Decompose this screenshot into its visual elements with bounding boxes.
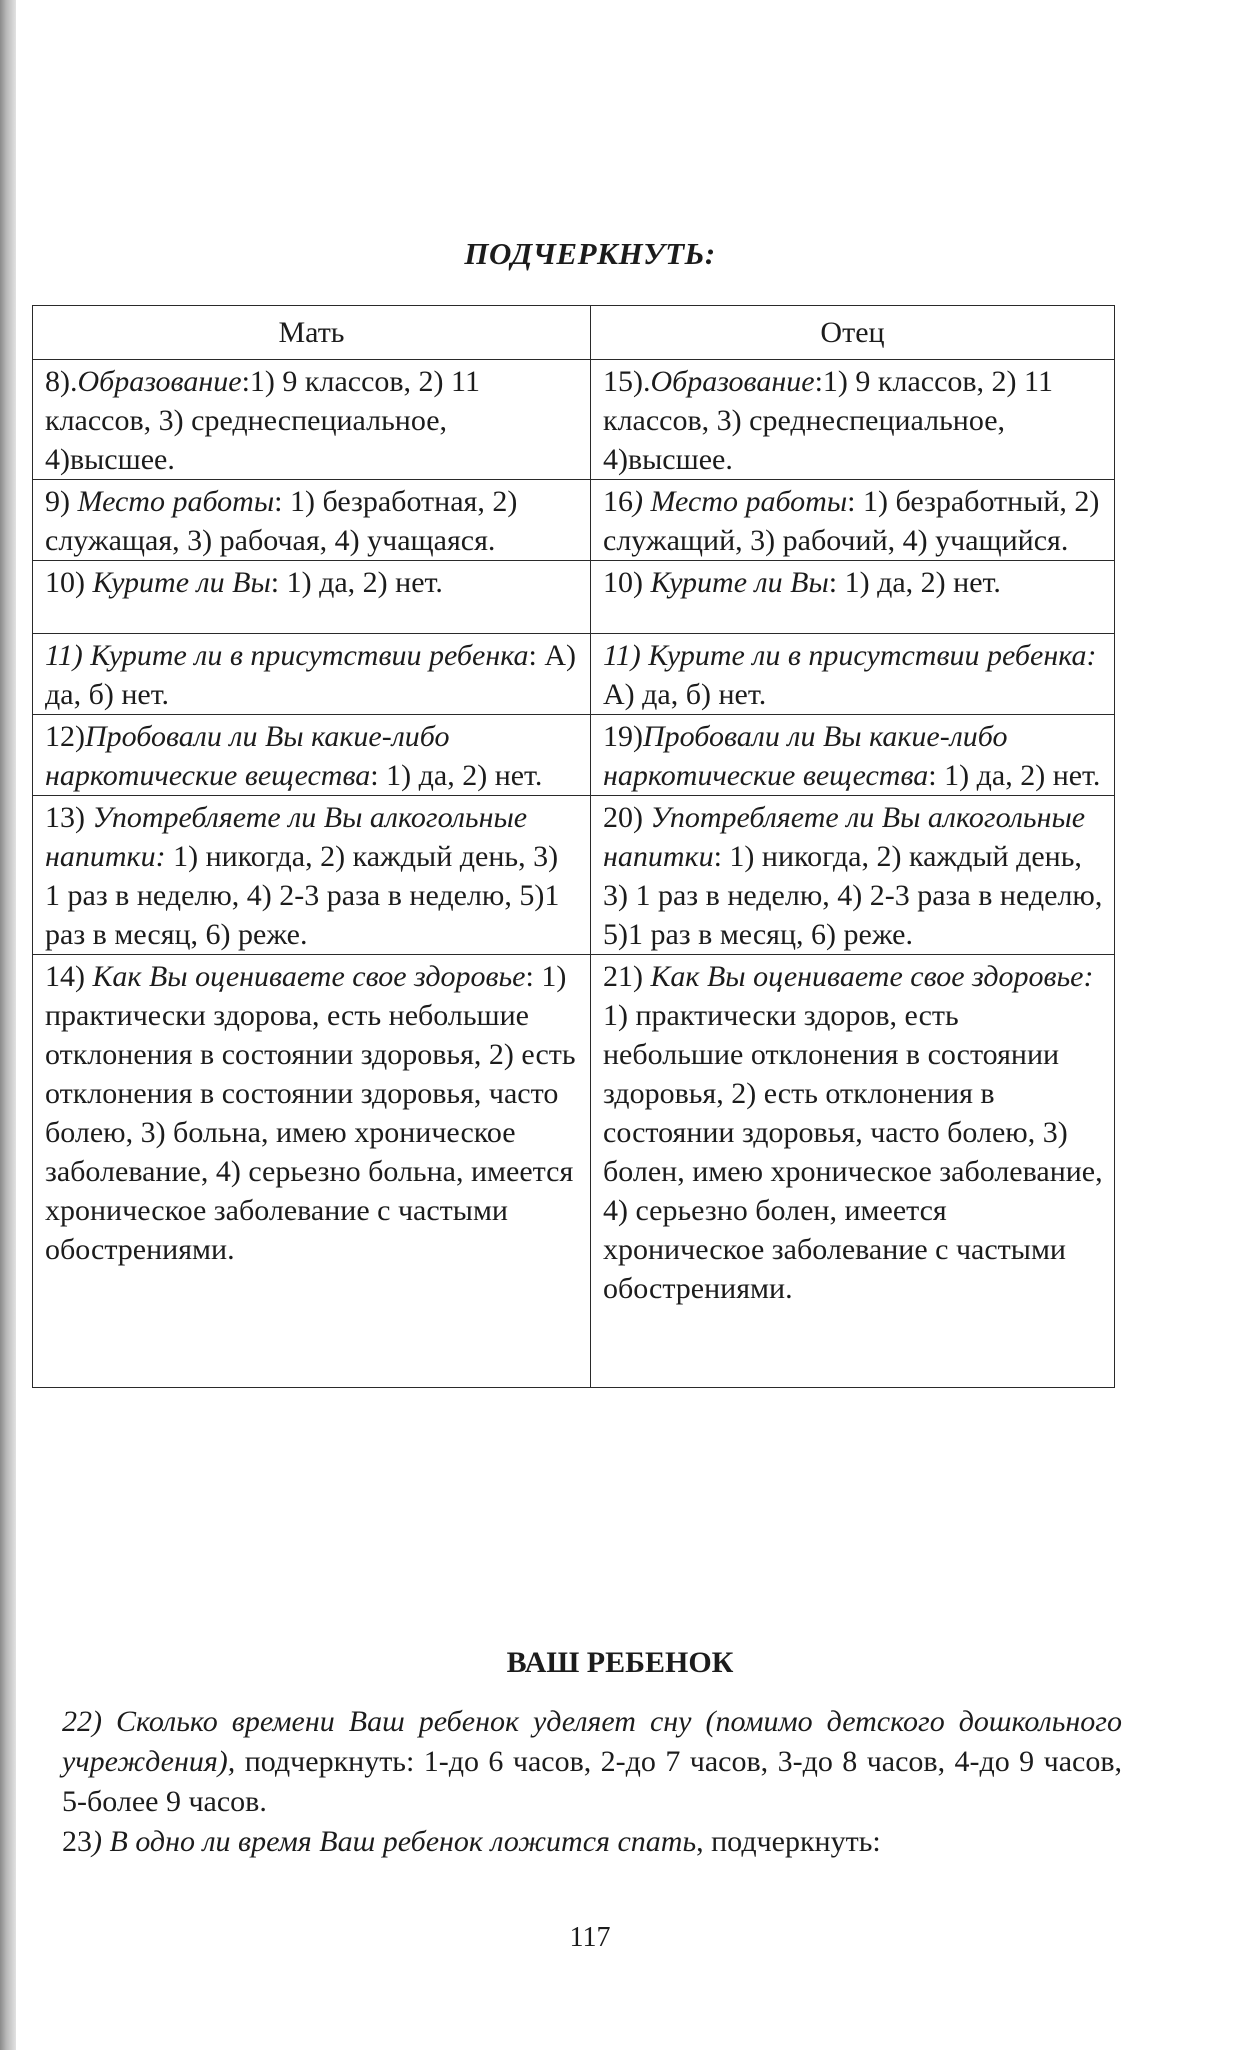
mother-education-cell: 8).Образование:1) 9 классов, 2) 11 классов, 3) среднеспециальное, 4)высшее. <box>33 360 591 480</box>
father-alcohol-cell: 20) Употребляете ли Вы алкогольные напитки: 1) никогда, 2) каждый день, 3) 1 раз в неделю, 4) 2-3 раза в неделю, 5)1 раз в месяц, 6) реже. <box>591 796 1115 955</box>
father-smoking-child-cell: 11) Курите ли в присутствии ребенка: А) да, б) нет. <box>591 634 1115 715</box>
mother-smoking-child-cell: 11) Курите ли в присутствии ребенка: А) да, б) нет. <box>33 634 591 715</box>
mother-smoking-cell: 10) Курите ли Вы: 1) да, 2) нет. <box>33 561 591 634</box>
page-heading: ПОДЧЕРКНУТЬ: <box>464 236 716 271</box>
book-spine-shadow <box>0 0 16 2050</box>
mother-drugs-cell: 12)Пробовали ли Вы какие-либо наркотические вещества: 1) да, 2) нет. <box>33 715 591 796</box>
table-row-smoking-near-child <box>33 634 1115 715</box>
table-row-health <box>33 955 1115 1388</box>
column-header-mother: Мать <box>33 306 591 360</box>
page-number: 117 <box>569 1922 611 1953</box>
table-row-smoking <box>33 561 1115 634</box>
father-education-cell: 15).Образование:1) 9 классов, 2) 11 классов, 3) среднеспециальное, 4)высшее. <box>591 360 1115 480</box>
table-row-work <box>33 480 1115 561</box>
question-22: 22) Сколько времени Ваш ребенок уделяет сну (помимо детского дошкольного учреждения), подчеркнуть: 1-до 6 часов, 2-до 7 часов, 3-до 8 часов, 4-до 9 часов, 5-более 9 часов. <box>62 1705 1122 1818</box>
father-smoking-cell: 10) Курите ли Вы: 1) да, 2) нет. <box>591 561 1115 634</box>
mother-health-cell: 14) Как Вы оцениваете свое здоровье: 1) практически здорова, есть небольшие отклонения в состоянии здоровья, 2) есть отклонения в состоянии здоровья, часто болею, 3) больна, имею хроническое заболевание, 4) серьезно больна, имеется хроническое заболевание с частыми обострениями. <box>33 955 591 1388</box>
father-work-cell: 16) Место работы: 1) безработный, 2) служащий, 3) рабочий, 4) учащийся. <box>591 480 1115 561</box>
table-header-row <box>33 306 1115 360</box>
question-23: 23) В одно ли время Ваш ребенок ложится спать, подчеркнуть: <box>62 1825 881 1858</box>
father-drugs-cell: 19)Пробовали ли Вы какие-либо наркотические вещества: 1) да, 2) нет. <box>591 715 1115 796</box>
table-row-drugs <box>33 715 1115 796</box>
father-health-cell: 21) Как Вы оцениваете свое здоровье: 1) практически здоров, есть небольшие отклонения в состоянии здоровья, 2) есть отклонения в состоянии здоровья, часто болею, 3) болен, имею хроническое заболевание, 4) серьезно болен, имеется хроническое заболевание с частыми обострениями. <box>591 955 1115 1388</box>
mother-alcohol-cell: 13) Употребляете ли Вы алкогольные напитки: 1) никогда, 2) каждый день, 3) 1 раз в неделю, 4) 2-3 раза в неделю, 5)1 раз в месяц, 6) реже. <box>33 796 591 955</box>
table-row-education <box>33 360 1115 480</box>
questionnaire-table <box>32 305 1115 1388</box>
mother-work-cell: 9) Место работы: 1) безработная, 2) служащая, 3) рабочая, 4) учащаяся. <box>33 480 591 561</box>
section-heading-your-child: ВАШ РЕБЕНОК <box>506 1646 734 1679</box>
column-header-father: Отец <box>591 306 1115 360</box>
table-row-alcohol <box>33 796 1115 955</box>
